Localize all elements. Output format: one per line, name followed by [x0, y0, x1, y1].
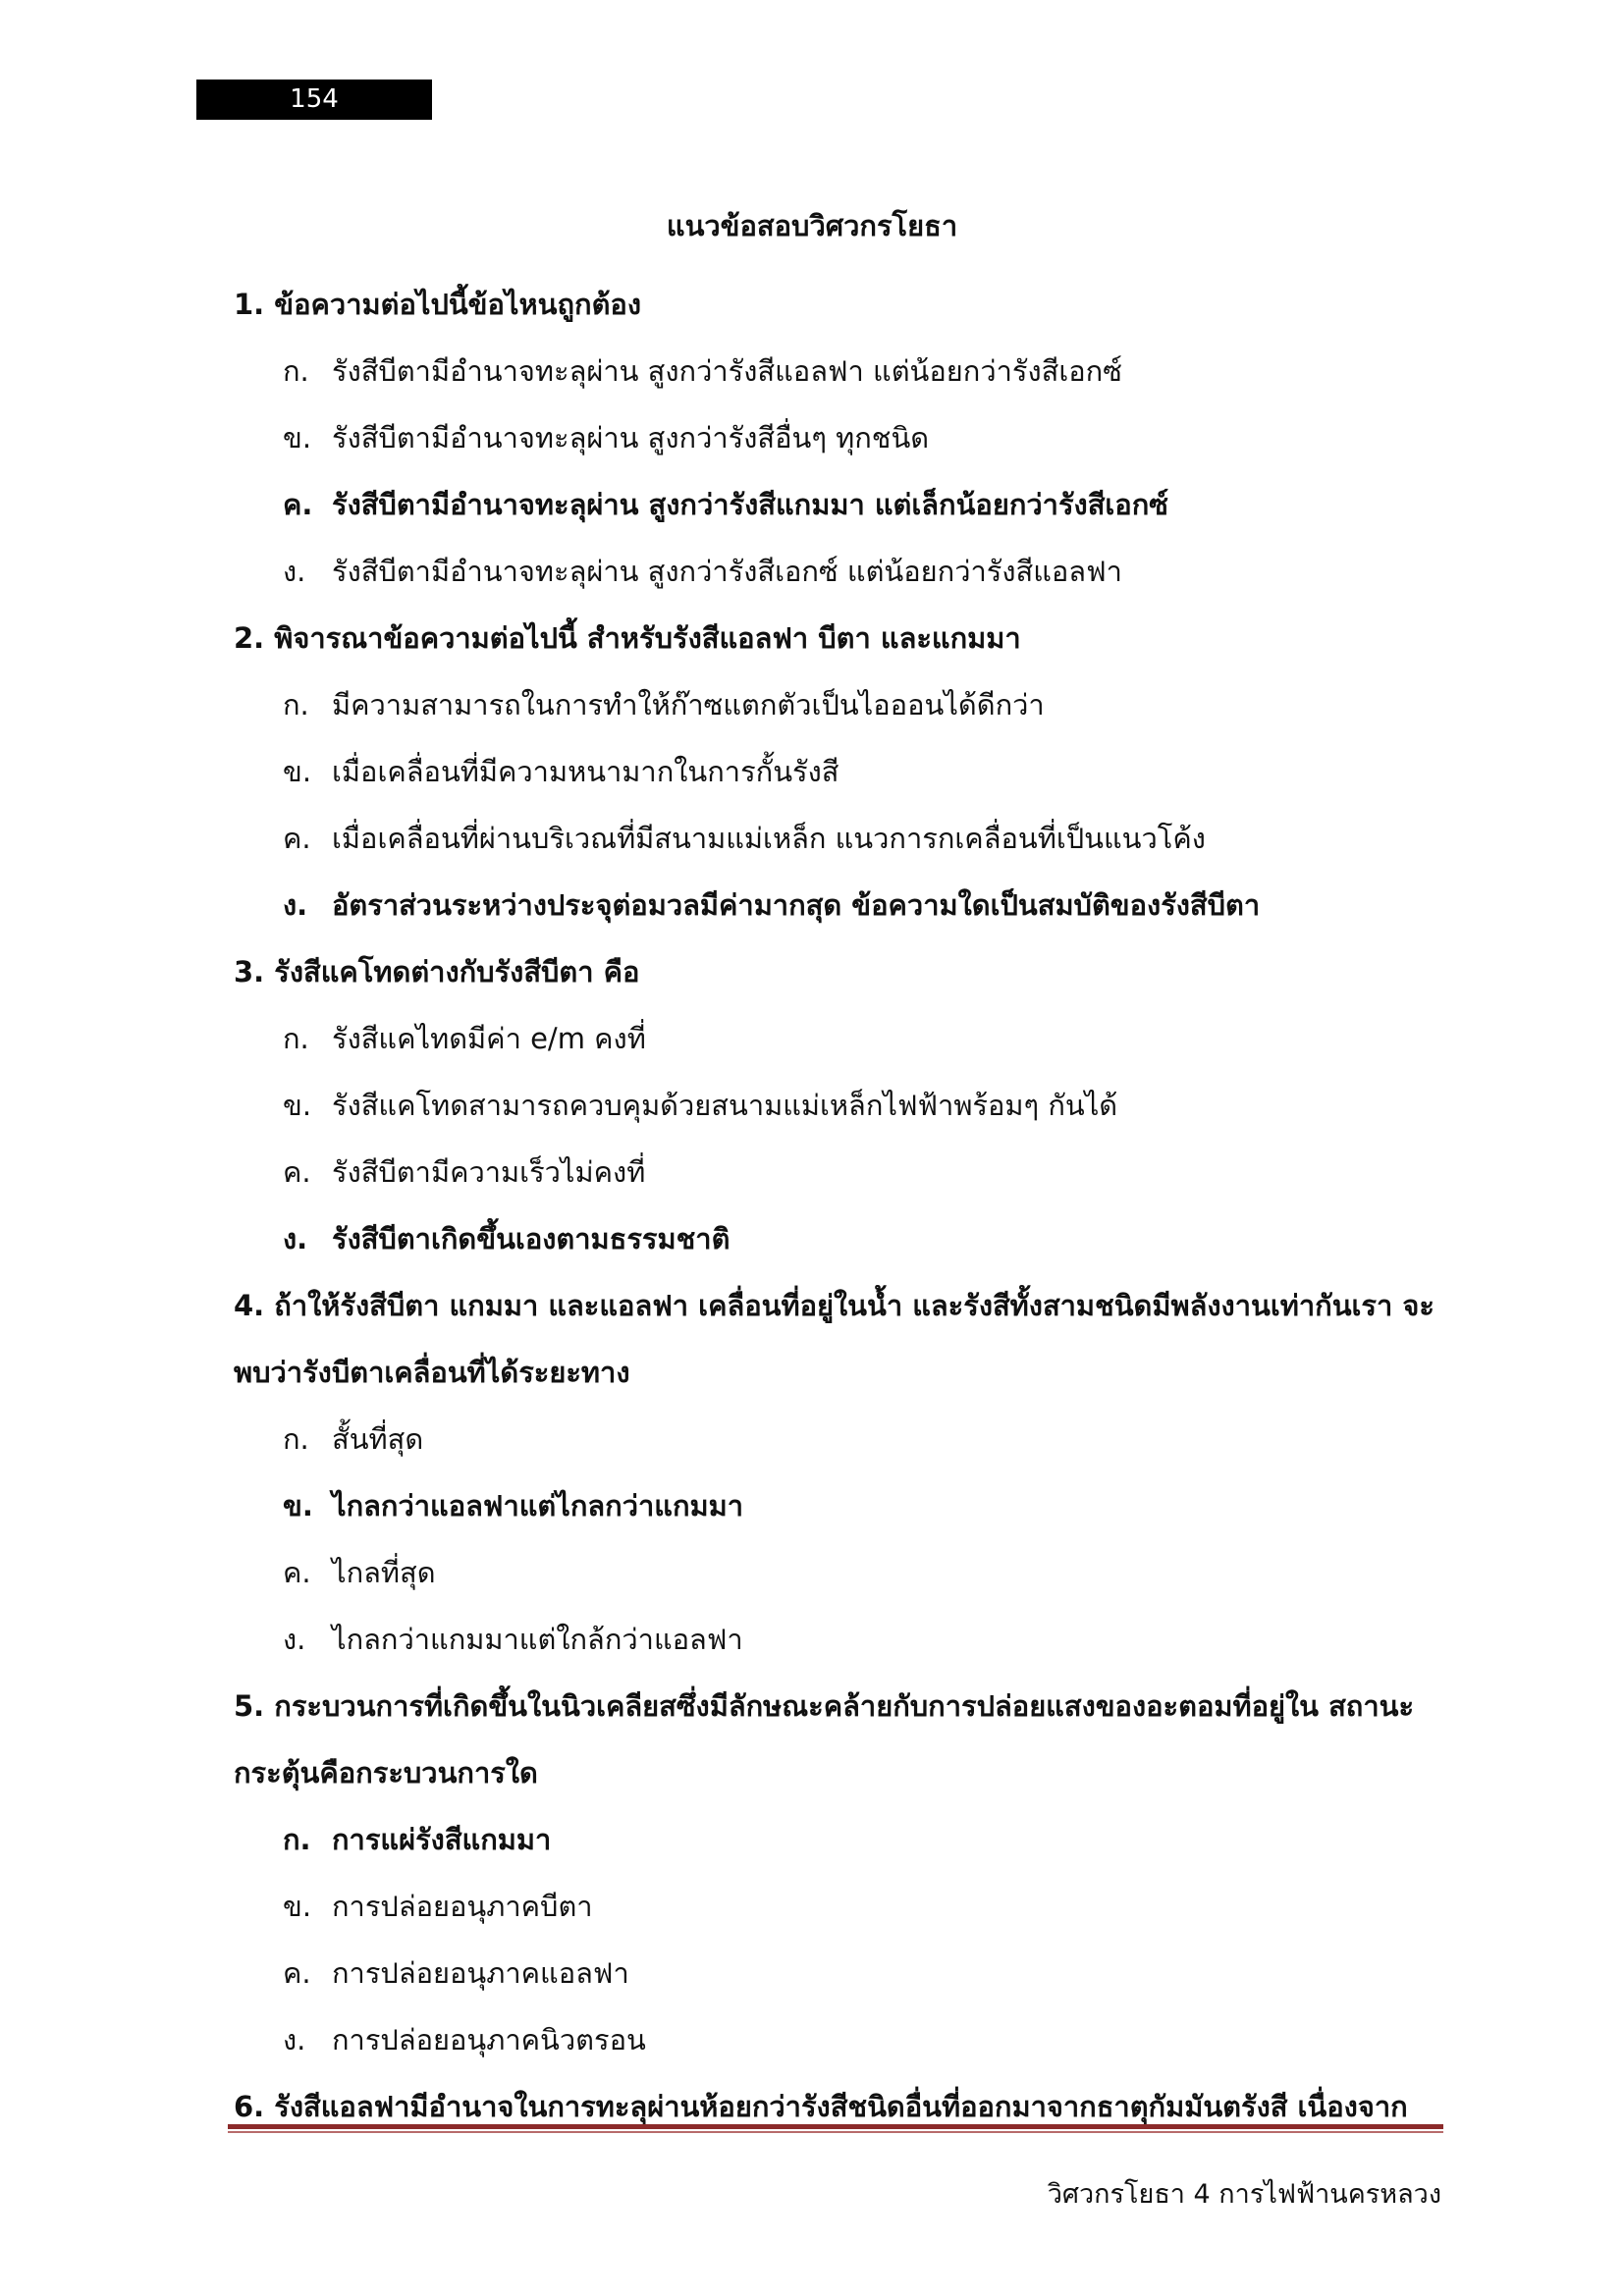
option-text: รังสีบีตามีอำนาจทะลุผ่าน สูงกว่ารังสีแกมมา แต่เล็กน้อยกว่ารังสีเอกซ์: [332, 488, 1168, 521]
question-4-continued: พบว่ารังบีตาเคลื่อนที่ได้ระยะทาง: [234, 1356, 630, 1389]
option-letter: ก.: [283, 1022, 309, 1055]
q1-option-a: [234, 338, 1412, 404]
option-letter: ค.: [283, 1556, 311, 1589]
option-text: อัตราส่วนระหว่างประจุต่อมวลมีค่ามากสุด ข้อความใดเป็นสมบัติของรังสีบีตา: [332, 888, 1261, 922]
option-letter: ง.: [283, 2023, 306, 2056]
option-letter: ก.: [283, 688, 309, 721]
q3-option-c: [234, 1139, 1412, 1205]
option-text: มีความสามารถในการทำให้ก๊าซแตกตัวเป็นไอออนได้ดีกว่า: [332, 688, 1045, 721]
option-letter: ค.: [283, 1155, 311, 1189]
option-text: รังสีบีตามีอำนาจทะลุผ่าน สูงกว่ารังสีเอกซ์ แต่น้อยกว่ารังสีแอลฟา: [332, 555, 1122, 588]
option-text: เมื่อเคลื่อนที่มีความหนามากในการกั้นรังสี: [332, 755, 839, 788]
option-letter: ง.: [283, 1222, 308, 1255]
q1-option-c-answer: [234, 471, 1412, 538]
option-letter: ง.: [283, 555, 306, 588]
q4-option-d: [234, 1606, 1412, 1673]
option-text: รังสีบีตามีอำนาจทะลุผ่าน สูงกว่ารังสีแอลฟา แต่น้อยกว่ารังสีเอกซ์: [332, 354, 1122, 388]
option-text: รังสีบีตามีความเร็วไม่คงที่: [332, 1155, 646, 1189]
q1-option-b: [234, 404, 1412, 471]
option-letter: ง.: [283, 888, 308, 922]
option-text: ไกลที่สุด: [332, 1556, 436, 1589]
footer-divider-thin: [228, 2131, 1443, 2133]
option-letter: ข.: [283, 421, 312, 454]
option-text: การปล่อยอนุภาคบีตา: [332, 1890, 593, 1923]
q3-option-b: [234, 1072, 1412, 1139]
question-list: [234, 271, 1435, 2140]
option-letter: ง.: [283, 1623, 306, 1656]
option-text: การปล่อยอนุภาคแอลฟา: [332, 1956, 629, 1990]
option-text: การแผ่รังสีแกมมา: [332, 1823, 552, 1856]
page-number-badge: 154: [196, 80, 432, 120]
option-letter: ก.: [283, 354, 309, 388]
option-letter: ค.: [283, 822, 311, 855]
question-5: 5. กระบวนการที่เกิดขึ้นในนิวเคลียสซึ่งมีลักษณะคล้ายกับการปล่อยแสงของอะตอมที่อยู่ใน สถานะ: [234, 1689, 1415, 1723]
option-letter: ค.: [283, 1956, 311, 1990]
question-4: 4. ถ้าให้รังสีบีตา แกมมา และแอลฟา เคลื่อนที่อยู่ในน้ำ และรังสีทั้งสามชนิดมีพลังงานเท่ากันเรา จะ: [234, 1289, 1435, 1322]
question-3: 3. รังสีแคโทดต่างกับรังสีบีตา คือ: [234, 955, 640, 988]
option-text: รังสีบีตาเกิดขึ้นเองตามธรรมชาติ: [332, 1222, 731, 1255]
q3-option-a: [234, 1005, 1412, 1072]
q5-option-a-answer: [234, 1806, 1412, 1873]
footer-text: วิศวกรโยธา 4 การไฟฟ้านครหลวง: [1047, 2179, 1441, 2210]
q5-option-b: [234, 1873, 1412, 1940]
question-2: 2. พิจารณาข้อความต่อไปนี้ สำหรับรังสีแอลฟา บีตา และแกมมา: [234, 621, 1021, 655]
q4-option-b-answer: [234, 1472, 1412, 1539]
q4-option-c: [234, 1539, 1412, 1606]
q5-option-c: [234, 1940, 1412, 2006]
page-title: แนวข้อสอบวิศวกรโยธา: [666, 209, 958, 242]
question-6: 6. รังสีแอลฟามีอำนาจในการทะลุผ่านห้อยกว่ารังสีชนิดอื่นที่ออกมาจากธาตุกัมมันตรังสี เนื่องจาก: [234, 2090, 1408, 2123]
q2-option-c: [234, 805, 1412, 872]
option-text: รังสีแคโทดสามารถควบคุมด้วยสนามแม่เหล็กไฟฟ้าพร้อมๆ กันได้: [332, 1089, 1118, 1122]
q5-option-d: [234, 2006, 1412, 2073]
question-1: 1. ข้อความต่อไปนี้ข้อไหนถูกต้อง: [234, 288, 641, 321]
option-letter: ค.: [283, 488, 313, 521]
option-text: ไกลกว่าแอลฟาแต่ไกลกว่าแกมมา: [332, 1489, 744, 1522]
option-letter: ข.: [283, 1890, 312, 1923]
q4-option-a: [234, 1406, 1412, 1472]
option-letter: ก.: [283, 1823, 311, 1856]
option-text: การปล่อยอนุภาคนิวตรอน: [332, 2023, 646, 2056]
q2-option-b: [234, 738, 1412, 805]
footer-divider: [228, 2124, 1443, 2129]
question-5-continued: กระตุ้นคือกระบวนการใด: [234, 1756, 538, 1789]
option-letter: ข.: [283, 1089, 312, 1122]
option-letter: ข.: [283, 755, 312, 788]
option-text: รังสีแคไทดมีค่า e/m คงที่: [332, 1022, 646, 1055]
option-letter: ข.: [283, 1489, 313, 1522]
q2-option-d-answer: [234, 872, 1412, 938]
option-text: ไกลกว่าแกมมาแต่ใกล้กว่าแอลฟา: [332, 1623, 743, 1656]
q2-option-a: [234, 671, 1412, 738]
option-letter: ก.: [283, 1422, 309, 1456]
option-text: สั้นที่สุด: [332, 1422, 424, 1456]
option-text: เมื่อเคลื่อนที่ผ่านบริเวณที่มีสนามแม่เหล็ก แนวการกเคลื่อนที่เป็นแนวโค้ง: [332, 822, 1206, 855]
q1-option-d: [234, 538, 1412, 605]
option-text: รังสีบีตามีอำนาจทะลุผ่าน สูงกว่ารังสีอื่นๆ ทุกชนิด: [332, 421, 930, 454]
q3-option-d-answer: [234, 1205, 1412, 1272]
